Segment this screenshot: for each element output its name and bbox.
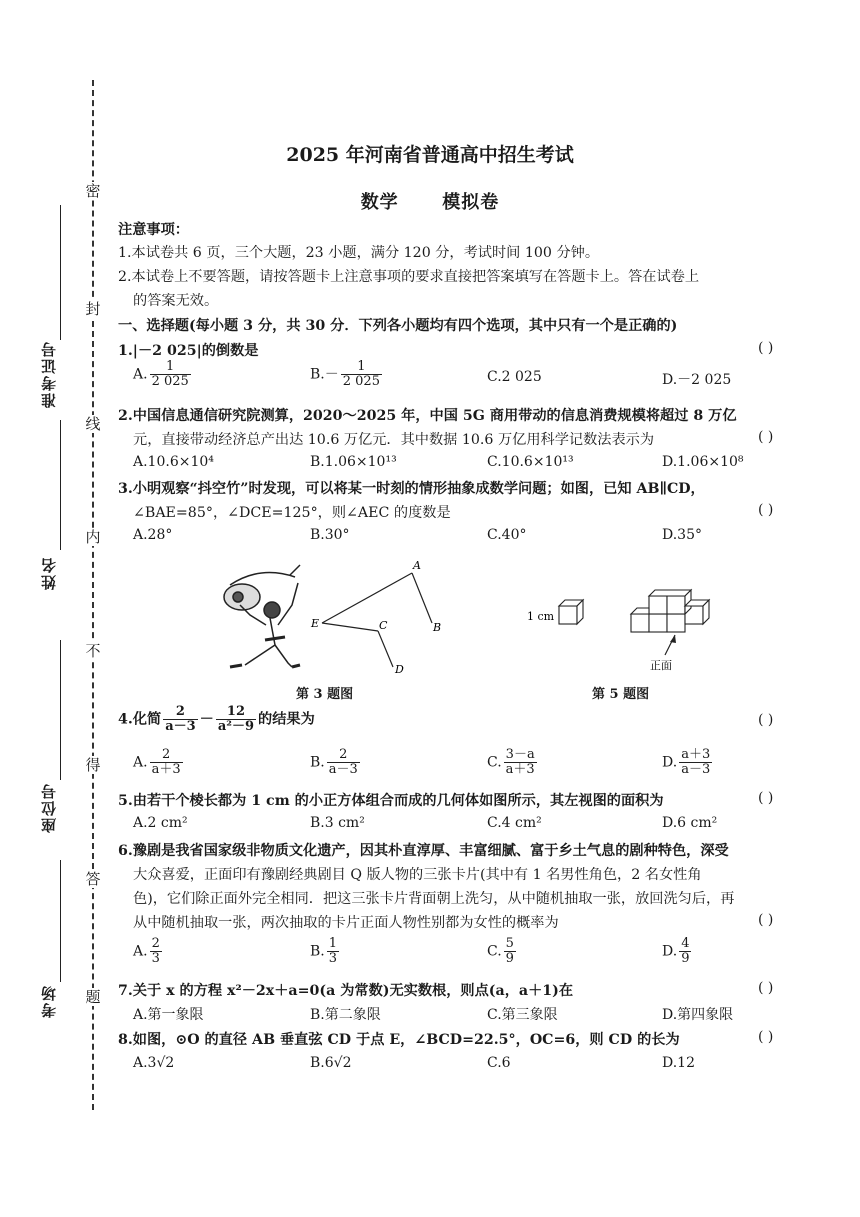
fig5-unit-label: 1 cm <box>527 610 555 623</box>
field-label-seat: 座位号 <box>40 782 58 833</box>
q8-stem: 8.如图，⊙O 的直径 AB 垂直弦 CD 于点 E，∠BCD=22.5°，OC=6，则 CD 的长为 <box>118 1032 680 1048</box>
q6-line-1: 6.豫剧是我省国家级非物质文化遗产，因其朴直淳厚、丰富细腻、富于乡土气息的剧种特色，深受 <box>118 843 729 859</box>
q1-option-b[interactable]: B.－ $\frac{1}{2 025}$ <box>310 359 380 389</box>
fig3-point-c: C <box>379 619 388 632</box>
field-label-room: 考场 <box>40 984 58 1018</box>
diabolo-player-illustration <box>224 565 300 667</box>
geometry-figure-3 <box>322 573 432 667</box>
q3-line-1: 3.小明观察“抖空竹”时发现，可以将某一时刻的情形抽象成数学问题；如图，已知 AB∥CD， <box>118 481 705 497</box>
figure-3-caption: 第 3 题图 <box>296 687 354 702</box>
q7-option-a[interactable]: A.第一象限 <box>133 1007 204 1023</box>
q6-option-a[interactable]: A. $\frac{2}{3}$ <box>133 936 160 966</box>
fig5-front-label: 正面 <box>650 659 672 672</box>
subject: 数学 <box>360 192 399 213</box>
field-line-seat[interactable] <box>60 640 61 780</box>
q2-line-2: 元，直接带动经济总产出达 10.6 万亿元．其中数据 10.6 万亿用科学记数法表示为 <box>133 432 655 448</box>
q1-option-c[interactable]: C.2 025 <box>487 369 542 385</box>
field-line-room[interactable] <box>60 860 61 982</box>
q5-option-d[interactable]: D.6 cm² <box>662 815 718 831</box>
paper-type: 模拟卷 <box>442 192 500 213</box>
q4-option-c[interactable]: C. $\frac{3-a}{a+3}$ <box>487 747 535 777</box>
binding-dashed-line <box>92 80 94 1110</box>
fig3-point-e: E <box>311 617 320 630</box>
q3-line-2: ∠BAE=85°，∠DCE=125°，则∠AEC 的度数是 <box>133 505 451 521</box>
q5-option-a[interactable]: A.2 cm² <box>133 815 188 831</box>
seal-char-2: 封 <box>85 300 101 318</box>
q1-answer-paren[interactable]: ( ) <box>758 340 774 356</box>
field-label-name: 姓名 <box>40 556 58 590</box>
q5-stem: 5.由若干个棱长都为 1 cm 的小正方体组合而成的几何体如图所示，其左视图的面积为 <box>118 793 664 809</box>
q7-answer-paren[interactable]: ( ) <box>758 980 774 996</box>
field-line-exam-id[interactable] <box>60 205 61 340</box>
field-label-exam-id: 准考证号 <box>40 340 58 408</box>
q6-answer-paren[interactable]: ( ) <box>758 912 774 928</box>
q5-answer-paren[interactable]: ( ) <box>758 790 774 806</box>
seal-char-8: 题 <box>85 988 101 1006</box>
q3-option-a[interactable]: A.28° <box>133 527 173 543</box>
q8-option-b[interactable]: B.6√2 <box>310 1055 352 1071</box>
q2-option-b[interactable]: B.1.06×10¹³ <box>310 454 397 470</box>
q5-option-c[interactable]: C.4 cm² <box>487 815 542 831</box>
fig3-point-b: B <box>433 621 442 634</box>
q1-option-d[interactable]: D.－2 025 <box>662 372 732 388</box>
q2-option-c[interactable]: C.10.6×10¹³ <box>487 454 574 470</box>
seal-char-7: 答 <box>85 870 101 888</box>
q6-line-2: 大众喜爱，正面印有豫剧经典剧目 Q 版人物的三张卡片(其中有 1 名男性角色，2 名女性角 <box>133 867 702 883</box>
q4-option-a[interactable]: A. $\frac{2}{a+3}$ <box>133 747 181 777</box>
note-2a: 2.本试卷上不要答题，请按答题卡上注意事项的要求直接把答案填写在答题卡上。答在试卷上 <box>118 269 700 285</box>
note-1: 1.本试卷共 6 页，三个大题，23 小题，满分 120 分，考试时间 100 分钟。 <box>118 245 600 261</box>
q7-option-c[interactable]: C.第三象限 <box>487 1007 558 1023</box>
q3-option-b[interactable]: B.30° <box>310 527 350 543</box>
figure-5 <box>525 570 735 680</box>
page-title: 2025 年河南省普通高中招生考试 <box>286 144 574 166</box>
page-subtitle <box>0 188 860 214</box>
q3-answer-paren[interactable]: ( ) <box>758 502 774 518</box>
section-1-heading: 一、选择题(每小题 3 分，共 30 分．下列各小题均有四个选项，其中只有一个是正确的) <box>118 318 678 334</box>
cube-solid <box>631 590 709 632</box>
q6-line-3: 色)，它们除正面外完全相同．把这三张卡片背面朝上洗匀，从中随机抽取一张，放回洗匀后，再 <box>133 891 735 907</box>
q2-answer-paren[interactable]: ( ) <box>758 429 774 445</box>
q4-option-b[interactable]: B. $\frac{2}{a-3}$ <box>310 747 358 777</box>
q6-option-d[interactable]: D. $\frac{4}{9}$ <box>662 936 690 966</box>
field-line-name[interactable] <box>60 420 61 550</box>
q2-option-a[interactable]: A.10.6×10⁴ <box>133 454 214 470</box>
q6-option-c[interactable]: C. $\frac{5}{9}$ <box>487 936 514 966</box>
unit-cube <box>559 600 583 624</box>
seal-char-1: 密 <box>85 182 101 200</box>
q4-stem: 4.化简 $\frac{2}{a-3}$ － $\frac{12}{\text{a²－9}}$ 的结果为 <box>118 704 315 734</box>
q6-line-4: 从中随机抽取一张，两次抽取的卡片正面人物性别都为女性的概率为 <box>133 915 559 931</box>
q3-option-c[interactable]: C.40° <box>487 527 527 543</box>
seal-char-5: 不 <box>85 642 101 660</box>
figure-3 <box>200 555 460 685</box>
figure-5-caption: 第 5 题图 <box>592 687 650 702</box>
seal-char-3: 线 <box>85 415 101 433</box>
q8-option-a[interactable]: A.3√2 <box>133 1055 175 1071</box>
q7-option-b[interactable]: B.第二象限 <box>310 1007 381 1023</box>
q4-answer-paren[interactable]: ( ) <box>758 712 774 728</box>
q7-option-d[interactable]: D.第四象限 <box>662 1007 734 1023</box>
fig3-point-d: D <box>395 663 404 676</box>
q5-option-b[interactable]: B.3 cm² <box>310 815 365 831</box>
q1-stem: 1.|－2 025|的倒数是 <box>118 343 259 359</box>
q3-option-d[interactable]: D.35° <box>662 527 702 543</box>
notes-heading: 注意事项： <box>118 222 189 238</box>
fig3-point-a: A <box>413 559 421 572</box>
q2-option-d[interactable]: D.1.06×10⁸ <box>662 454 744 470</box>
seal-char-4: 内 <box>85 528 101 546</box>
seal-char-6: 得 <box>85 756 101 774</box>
q8-option-d[interactable]: D.12 <box>662 1055 695 1071</box>
q4-option-d[interactable]: D. $\frac{a+3}{a-3}$ <box>662 747 711 777</box>
q7-stem: 7.关于 x 的方程 x²－2x＋a=0(a 为常数)无实数根，则点(a，a＋1)在 <box>118 983 574 999</box>
note-2b: 的答案无效。 <box>133 293 219 309</box>
q1-option-a[interactable]: A. $\frac{1}{2 025}$ <box>133 359 189 389</box>
q8-answer-paren[interactable]: ( ) <box>758 1029 774 1045</box>
q8-option-c[interactable]: C.6 <box>487 1055 511 1071</box>
q2-line-1: 2.中国信息通信研究院测算，2020～2025 年，中国 5G 商用带动的信息消费规模将超过 8 万亿 <box>118 408 737 424</box>
q6-option-b[interactable]: B. $\frac{1}{3}$ <box>310 936 338 966</box>
